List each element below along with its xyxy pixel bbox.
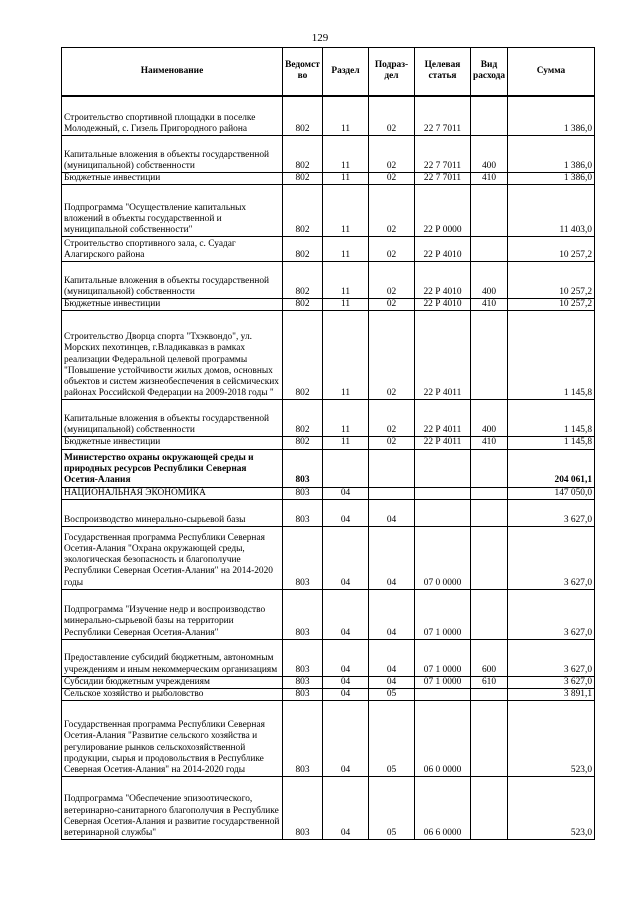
row-sum: 1 145,8 — [508, 311, 595, 400]
row-name: Государственная программа Республики Северная Осетия-Алания "Развитие сельского хозяйства и регулирование рынков сельскохозяйственной продукции, сырья и продовольствия в Республике Северная Осетия-Алания" на 2014-2020 годы — [62, 701, 283, 777]
row-name: Министерство охраны окружающей среды и природных ресурсов Республики Северная Осетия-Алания — [62, 449, 283, 487]
row-name: Строительство Дворца спорта "Тхэквондо", ул. Морских пехотинцев, г.Владикавказ в рамках реализации Федеральной целевой программы "Повышение устойчивости жилых домов, основных объектов и систем жизнеобеспечения в сейсмических районах Российской Федерации на 2009-2018 годы " — [62, 311, 283, 400]
row-sum: 3 627,0 — [508, 526, 595, 589]
row-sum: 1 386,0 — [508, 136, 595, 173]
row-dept: 802 — [283, 400, 323, 437]
row-target: 06 6 0000 — [415, 777, 471, 840]
row-exptype — [471, 701, 508, 777]
row-sum: 3 627,0 — [508, 499, 595, 526]
row-subsection: 02 — [369, 299, 415, 311]
row-section: 04 — [323, 676, 369, 688]
row-section: 11 — [323, 173, 369, 185]
row-name: Строительство спортивного зала, с. Суадаг Алагирского района — [62, 237, 283, 262]
row-exptype: 600 — [471, 639, 508, 676]
row-name: Капитальные вложения в объекты государственной (муниципальной) собственности — [62, 400, 283, 437]
row-exptype — [471, 449, 508, 487]
row-name: Предоставление субсидий бюджетным, автономным учреждениям и иным некоммерческим организациям — [62, 639, 283, 676]
row-target — [415, 499, 471, 526]
row-dept: 803 — [283, 589, 323, 639]
table-row — [62, 487, 595, 499]
row-section: 11 — [323, 96, 369, 136]
row-sum: 3 627,0 — [508, 639, 595, 676]
row-subsection: 02 — [369, 96, 415, 136]
row-subsection: 04 — [369, 526, 415, 589]
row-subsection: 02 — [369, 262, 415, 299]
table-row — [62, 237, 595, 262]
row-subsection: 04 — [369, 589, 415, 639]
table-row — [62, 437, 595, 449]
row-exptype: 410 — [471, 173, 508, 185]
column-header-sum: Сумма — [508, 48, 595, 96]
column-header-exptype: Вид расхода — [471, 48, 508, 96]
row-sum: 1 145,8 — [508, 437, 595, 449]
column-header-dept: Ведомст во — [283, 48, 323, 96]
row-exptype — [471, 96, 508, 136]
row-name: Сельское хозяйство и рыболовство — [62, 689, 283, 701]
budget-table — [61, 47, 595, 840]
row-section: 11 — [323, 136, 369, 173]
row-target: 22 Р 4011 — [415, 437, 471, 449]
row-sum: 3 627,0 — [508, 676, 595, 688]
table-row — [62, 589, 595, 639]
row-dept: 802 — [283, 262, 323, 299]
row-section: 11 — [323, 185, 369, 237]
row-name: Государственная программа Республики Северная Осетия-Алания "Охрана окружающей среды, экологическая безопасность и благополучие Республики Северная Осетия-Алания" на 2014-2020 годы — [62, 526, 283, 589]
row-sum: 147 050,0 — [508, 487, 595, 499]
table-row — [62, 173, 595, 185]
row-dept: 802 — [283, 173, 323, 185]
row-target: 22 7 7011 — [415, 96, 471, 136]
row-dept: 803 — [283, 526, 323, 589]
table-row — [62, 526, 595, 589]
row-section: 11 — [323, 262, 369, 299]
row-target: 22 Р 4011 — [415, 311, 471, 400]
row-dept: 803 — [283, 689, 323, 701]
row-exptype: 400 — [471, 262, 508, 299]
row-section: 04 — [323, 487, 369, 499]
row-section: 11 — [323, 237, 369, 262]
row-subsection: 02 — [369, 400, 415, 437]
row-exptype — [471, 777, 508, 840]
row-exptype — [471, 589, 508, 639]
row-dept: 802 — [283, 96, 323, 136]
row-subsection: 05 — [369, 701, 415, 777]
column-header-target: Целевая статья — [415, 48, 471, 96]
row-section: 04 — [323, 701, 369, 777]
row-subsection: 02 — [369, 237, 415, 262]
row-subsection: 04 — [369, 499, 415, 526]
table-row — [62, 262, 595, 299]
row-exptype: 410 — [471, 437, 508, 449]
table-row — [62, 96, 595, 136]
row-name: Бюджетные инвестиции — [62, 173, 283, 185]
row-subsection: 02 — [369, 437, 415, 449]
row-sum: 1 145,8 — [508, 400, 595, 437]
row-name: Подпрограмма "Обеспечение эпизоотического, ветеринарно-санитарного благополучия в Республике Северная Осетия-Алания и развитие государственной ветеринарной службы" — [62, 777, 283, 840]
column-header-name: Наименование — [62, 48, 283, 96]
row-subsection: 05 — [369, 689, 415, 701]
row-dept: 802 — [283, 136, 323, 173]
row-dept: 802 — [283, 237, 323, 262]
row-target: 22 Р 4011 — [415, 400, 471, 437]
table-row — [62, 639, 595, 676]
row-target: 22 Р 4010 — [415, 299, 471, 311]
row-sum: 10 257,2 — [508, 237, 595, 262]
row-section: 11 — [323, 311, 369, 400]
table-row — [62, 499, 595, 526]
table-row — [62, 676, 595, 688]
row-dept: 803 — [283, 449, 323, 487]
row-section: 04 — [323, 526, 369, 589]
row-section: 04 — [323, 589, 369, 639]
row-sum: 523,0 — [508, 777, 595, 840]
column-header-section: Раздел — [323, 48, 369, 96]
row-section: 04 — [323, 499, 369, 526]
row-exptype — [471, 237, 508, 262]
row-target: 07 1 0000 — [415, 639, 471, 676]
row-sum: 3 627,0 — [508, 589, 595, 639]
row-subsection — [369, 487, 415, 499]
table-row — [62, 311, 595, 400]
row-subsection: 05 — [369, 777, 415, 840]
row-target: 06 0 0000 — [415, 701, 471, 777]
table-row — [62, 777, 595, 840]
row-target: 22 7 7011 — [415, 173, 471, 185]
row-dept: 803 — [283, 701, 323, 777]
row-section: 04 — [323, 777, 369, 840]
table-header-row — [62, 48, 595, 96]
row-exptype — [471, 487, 508, 499]
row-dept: 802 — [283, 185, 323, 237]
row-sum: 10 257,2 — [508, 262, 595, 299]
row-dept: 803 — [283, 499, 323, 526]
table-row — [62, 689, 595, 701]
row-name: НАЦИОНАЛЬНАЯ ЭКОНОМИКА — [62, 487, 283, 499]
row-subsection: 04 — [369, 676, 415, 688]
row-name: Подпрограмма "Изучение недр и воспроизводство минерально-сырьевой базы на территории Республики Северная Осетия-Алания" — [62, 589, 283, 639]
row-sum: 523,0 — [508, 701, 595, 777]
row-dept: 803 — [283, 639, 323, 676]
table-row — [62, 400, 595, 437]
row-name: Строительство спортивной площадки в поселке Молодежный, с. Гизель Пригородного района — [62, 96, 283, 136]
row-name: Капитальные вложения в объекты государственной (муниципальной) собственности — [62, 262, 283, 299]
row-subsection — [369, 449, 415, 487]
row-subsection: 04 — [369, 639, 415, 676]
row-dept: 802 — [283, 311, 323, 400]
row-section: 04 — [323, 689, 369, 701]
row-exptype — [471, 689, 508, 701]
row-exptype — [471, 499, 508, 526]
table-row — [62, 136, 595, 173]
row-exptype — [471, 311, 508, 400]
row-sum: 11 403,0 — [508, 185, 595, 237]
row-target — [415, 449, 471, 487]
row-target — [415, 689, 471, 701]
row-sum: 10 257,2 — [508, 299, 595, 311]
row-exptype: 400 — [471, 136, 508, 173]
page-number: 129 — [311, 32, 329, 44]
row-sum: 204 061,1 — [508, 449, 595, 487]
row-target: 07 1 0000 — [415, 589, 471, 639]
column-header-subsection: Подраз- дел — [369, 48, 415, 96]
row-exptype: 610 — [471, 676, 508, 688]
row-section: 04 — [323, 639, 369, 676]
row-sum: 1 386,0 — [508, 96, 595, 136]
row-section: 11 — [323, 299, 369, 311]
row-dept: 802 — [283, 299, 323, 311]
row-subsection: 02 — [369, 173, 415, 185]
row-subsection: 02 — [369, 185, 415, 237]
row-exptype — [471, 185, 508, 237]
row-exptype: 400 — [471, 400, 508, 437]
row-target: 22 Р 0000 — [415, 185, 471, 237]
row-dept: 803 — [283, 676, 323, 688]
row-section — [323, 449, 369, 487]
row-section: 11 — [323, 437, 369, 449]
row-name: Бюджетные инвестиции — [62, 299, 283, 311]
row-name: Субсидии бюджетным учреждениям — [62, 676, 283, 688]
row-name: Подпрограмма "Осуществление капитальных вложений в объекты государственной и муниципальной собственности" — [62, 185, 283, 237]
row-subsection: 02 — [369, 136, 415, 173]
row-sum: 1 386,0 — [508, 173, 595, 185]
row-target: 22 Р 4010 — [415, 237, 471, 262]
row-exptype: 410 — [471, 299, 508, 311]
table-row — [62, 185, 595, 237]
row-dept: 802 — [283, 437, 323, 449]
row-target: 22 Р 4010 — [415, 262, 471, 299]
row-sum: 3 891,1 — [508, 689, 595, 701]
row-section: 11 — [323, 400, 369, 437]
row-name: Бюджетные инвестиции — [62, 437, 283, 449]
table-row — [62, 449, 595, 487]
row-dept: 803 — [283, 777, 323, 840]
row-subsection: 02 — [369, 311, 415, 400]
row-name: Воспроизводство минерально-сырьевой базы — [62, 499, 283, 526]
row-name: Капитальные вложения в объекты государственной (муниципальной) собственности — [62, 136, 283, 173]
table-row — [62, 299, 595, 311]
table-row — [62, 701, 595, 777]
row-dept: 803 — [283, 487, 323, 499]
row-exptype — [471, 526, 508, 589]
row-target: 07 1 0000 — [415, 676, 471, 688]
row-target: 07 0 0000 — [415, 526, 471, 589]
row-target — [415, 487, 471, 499]
row-target: 22 7 7011 — [415, 136, 471, 173]
